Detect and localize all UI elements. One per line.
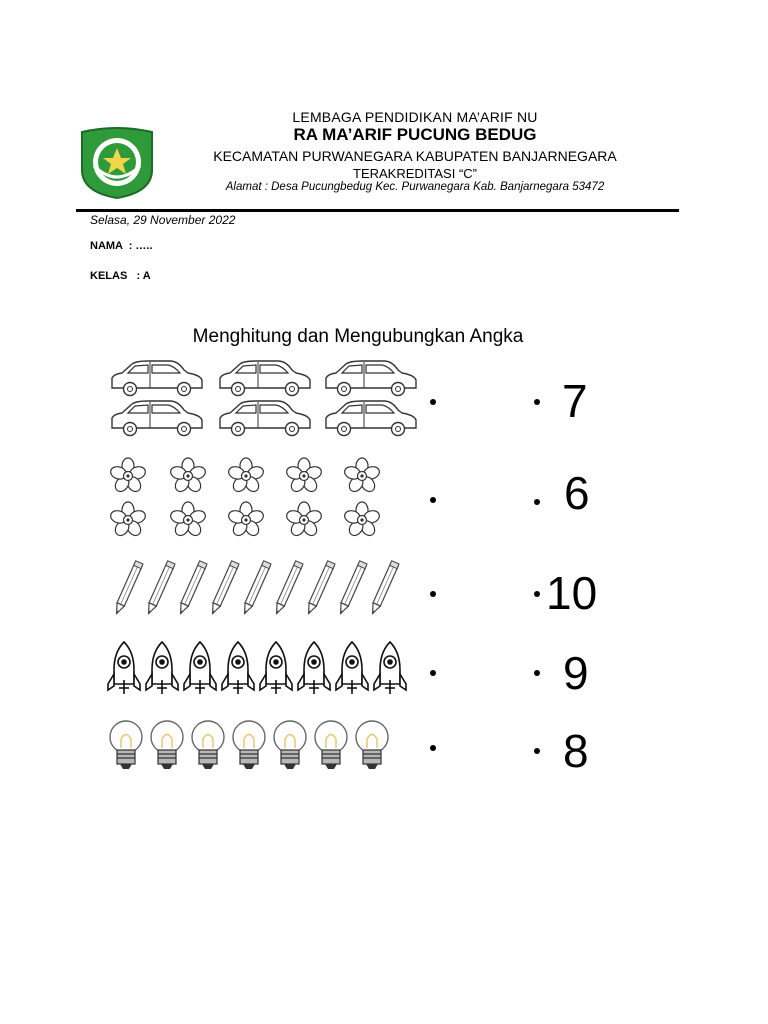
rocket-icon bbox=[108, 642, 140, 694]
lightbulb-icon bbox=[151, 721, 183, 769]
lightbulb-icon bbox=[192, 721, 224, 769]
pencil-icon bbox=[305, 561, 335, 615]
right-connect-dot[interactable] bbox=[534, 670, 540, 676]
rocket-icon bbox=[336, 642, 368, 694]
car-icon bbox=[326, 401, 416, 436]
rocket-icon bbox=[222, 642, 254, 694]
left-connect-dot[interactable] bbox=[430, 399, 436, 405]
lightbulb-group bbox=[104, 718, 434, 774]
flower-icon bbox=[109, 458, 147, 494]
organization-name: LEMBAGA PENDIDIKAN MA’ARIF NU bbox=[292, 109, 538, 125]
flower-group bbox=[104, 456, 434, 544]
flower-icon bbox=[227, 502, 265, 538]
flower-icon bbox=[109, 502, 147, 538]
car-icon bbox=[220, 361, 310, 396]
rocket-icon bbox=[374, 642, 406, 694]
right-connect-dot[interactable] bbox=[534, 399, 540, 405]
district-line: KECAMATAN PURWANEGARA KABUPATEN BANJARNEGARA bbox=[213, 148, 617, 164]
flower-icon bbox=[343, 502, 381, 538]
pencil-icon bbox=[337, 561, 367, 615]
accreditation-line: TERAKREDITASI “C” bbox=[353, 166, 477, 181]
right-connect-dot[interactable] bbox=[534, 499, 540, 505]
flower-icon bbox=[343, 458, 381, 494]
lightbulb-icon bbox=[274, 721, 306, 769]
school-logo bbox=[74, 126, 160, 200]
worksheet-title: Menghitung dan Mengubungkan Angka bbox=[192, 326, 524, 347]
rocket-icon bbox=[260, 642, 292, 694]
name-field: NAMA : ….. bbox=[90, 240, 153, 252]
lightbulb-icon bbox=[315, 721, 347, 769]
pencil-group bbox=[104, 558, 434, 620]
lightbulb-icon bbox=[233, 721, 265, 769]
car-icon bbox=[326, 361, 416, 396]
pencil-icon bbox=[177, 561, 207, 615]
pencil-icon bbox=[113, 561, 143, 615]
flower-icon bbox=[285, 458, 323, 494]
pencil-icon bbox=[209, 561, 239, 615]
pencil-icon bbox=[273, 561, 303, 615]
car-icon bbox=[112, 401, 202, 436]
lightbulb-icon bbox=[356, 721, 388, 769]
rocket-icon bbox=[298, 642, 330, 694]
right-connect-dot[interactable] bbox=[534, 591, 540, 597]
rocket-group bbox=[104, 638, 434, 696]
address-line: Alamat : Desa Pucungbedug Kec. Purwanegara Kab. Banjarnegara 53472 bbox=[225, 181, 605, 193]
flower-icon bbox=[285, 502, 323, 538]
pencil-icon bbox=[241, 561, 271, 615]
left-connect-dot[interactable] bbox=[430, 591, 436, 597]
pencil-icon bbox=[369, 561, 399, 615]
flower-icon bbox=[169, 502, 207, 538]
class-field: KELAS : A bbox=[90, 270, 151, 282]
school-name: RA MA’ARIF PUCUNG BEDUG bbox=[293, 125, 537, 144]
flower-icon bbox=[169, 458, 207, 494]
left-connect-dot[interactable] bbox=[430, 497, 436, 503]
answer-number: 6 bbox=[564, 467, 590, 519]
car-icon bbox=[112, 361, 202, 396]
left-connect-dot[interactable] bbox=[430, 745, 436, 751]
car-icon bbox=[220, 401, 310, 436]
date-line: Selasa, 29 November 2022 bbox=[90, 213, 236, 227]
answer-number: 7 bbox=[562, 375, 588, 427]
right-connect-dot[interactable] bbox=[534, 748, 540, 754]
answer-number: 8 bbox=[563, 725, 589, 777]
lightbulb-icon bbox=[110, 721, 142, 769]
answer-number: 9 bbox=[563, 647, 589, 699]
rocket-icon bbox=[184, 642, 216, 694]
rocket-icon bbox=[146, 642, 178, 694]
pencil-icon bbox=[145, 561, 175, 615]
car-group bbox=[104, 356, 434, 440]
left-connect-dot[interactable] bbox=[430, 670, 436, 676]
flower-icon bbox=[227, 458, 265, 494]
header-divider bbox=[76, 209, 679, 212]
answer-number: 10 bbox=[546, 567, 598, 619]
